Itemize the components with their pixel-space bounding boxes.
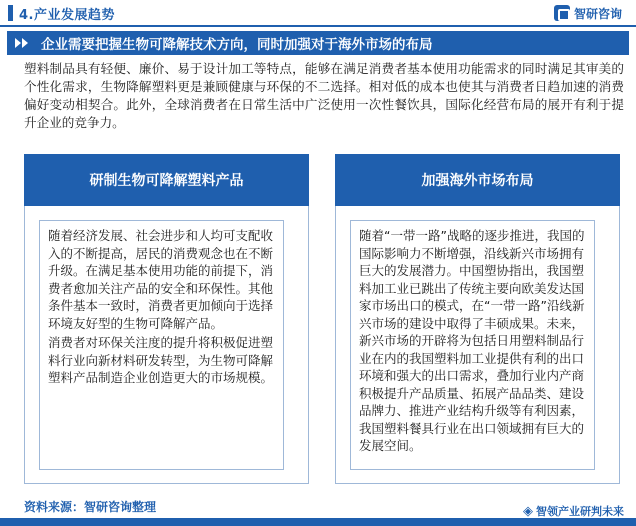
- brand-name: 智研咨询: [573, 6, 622, 21]
- panel-paragraph: 随着“一带一路”战略的逐步推进，我国的国际影响力不断增强，沿线新兴市场拥有巨大的发展潜力。中国塑协指出，我国塑料加工业已跳出了传统主要向欧美发达国家市场出口的模式，在“一带一路”沿线新兴市场的建设中取得了丰硕成果。未来，新兴市场的开辟将为包括日用塑料制品行业在内的我国塑料加工业提供有利的出口环境和强大的出口需求，叠加行业内产商积极提升产品质量、拓展产品品类、建设品牌力、推进产业结构升级等有利因素，我国塑料餐具行业在出口领域拥有巨大的发展空间。: [359, 228, 585, 453]
- section-tag: [8, 4, 115, 22]
- panel-biodegradable: [24, 154, 309, 484]
- top-bar: [0, 0, 636, 26]
- footer-slogan-text: 智领产业研判未来: [536, 505, 624, 518]
- panel-overseas-market: [335, 154, 620, 484]
- top-divider: [0, 25, 636, 27]
- footer-slogan: [523, 503, 624, 519]
- panel-body: [24, 206, 309, 484]
- panel-text-box: [350, 220, 595, 470]
- brand-logo-icon: [554, 5, 570, 21]
- section-marker: [8, 5, 13, 21]
- section-label: 4.产业发展趋势: [19, 7, 115, 23]
- intro-paragraph: 塑料制品具有轻便、廉价、易于设计加工等特点，能够在满足消费者基本使用功能需求的同时满足其审美的个性化需求，生物降解塑料更是兼顾健康与环保的不二选择。相对低的成本也使其与消费者日趋加速的消费偏好变动相契合。此外，全球消费者在日常生活中广泛使用一次性餐饮具，国际化经营布局的展开有利于提升企业的竞争力。: [24, 61, 624, 130]
- headline-banner: [7, 31, 629, 55]
- source-note: 资料来源：智研咨询整理: [24, 500, 157, 514]
- brand: [554, 3, 622, 23]
- headline-text: 企业需要把握生物可降解技术方向，同时加强对于海外市场的布局: [41, 37, 433, 53]
- panel-paragraph: 随着经济发展、社会进步和人均可支配收入的不断提高，居民的消费观念也在不断升级。在满足基本使用功能的前提下，消费者愈加关注产品的安全和环保性。其他条件基本一致时，消费者更加倾向于选择环境友好型的生物可降解产品。: [48, 228, 274, 331]
- panel-paragraph: 消费者对环保关注度的提升将积极促进塑料行业向新材料研发转型，为生物可降解塑料产品制造企业创造更大的市场规模。: [48, 335, 274, 385]
- panel-title: 加强海外市场布局: [335, 154, 620, 206]
- double-chevron-right-icon: [15, 36, 35, 50]
- brand-mark-icon: ◈: [523, 503, 533, 519]
- bottom-bar: [0, 518, 636, 526]
- panel-body: [335, 206, 620, 484]
- panel-text-box: [39, 220, 284, 470]
- panel-title: 研制生物可降解塑料产品: [24, 154, 309, 206]
